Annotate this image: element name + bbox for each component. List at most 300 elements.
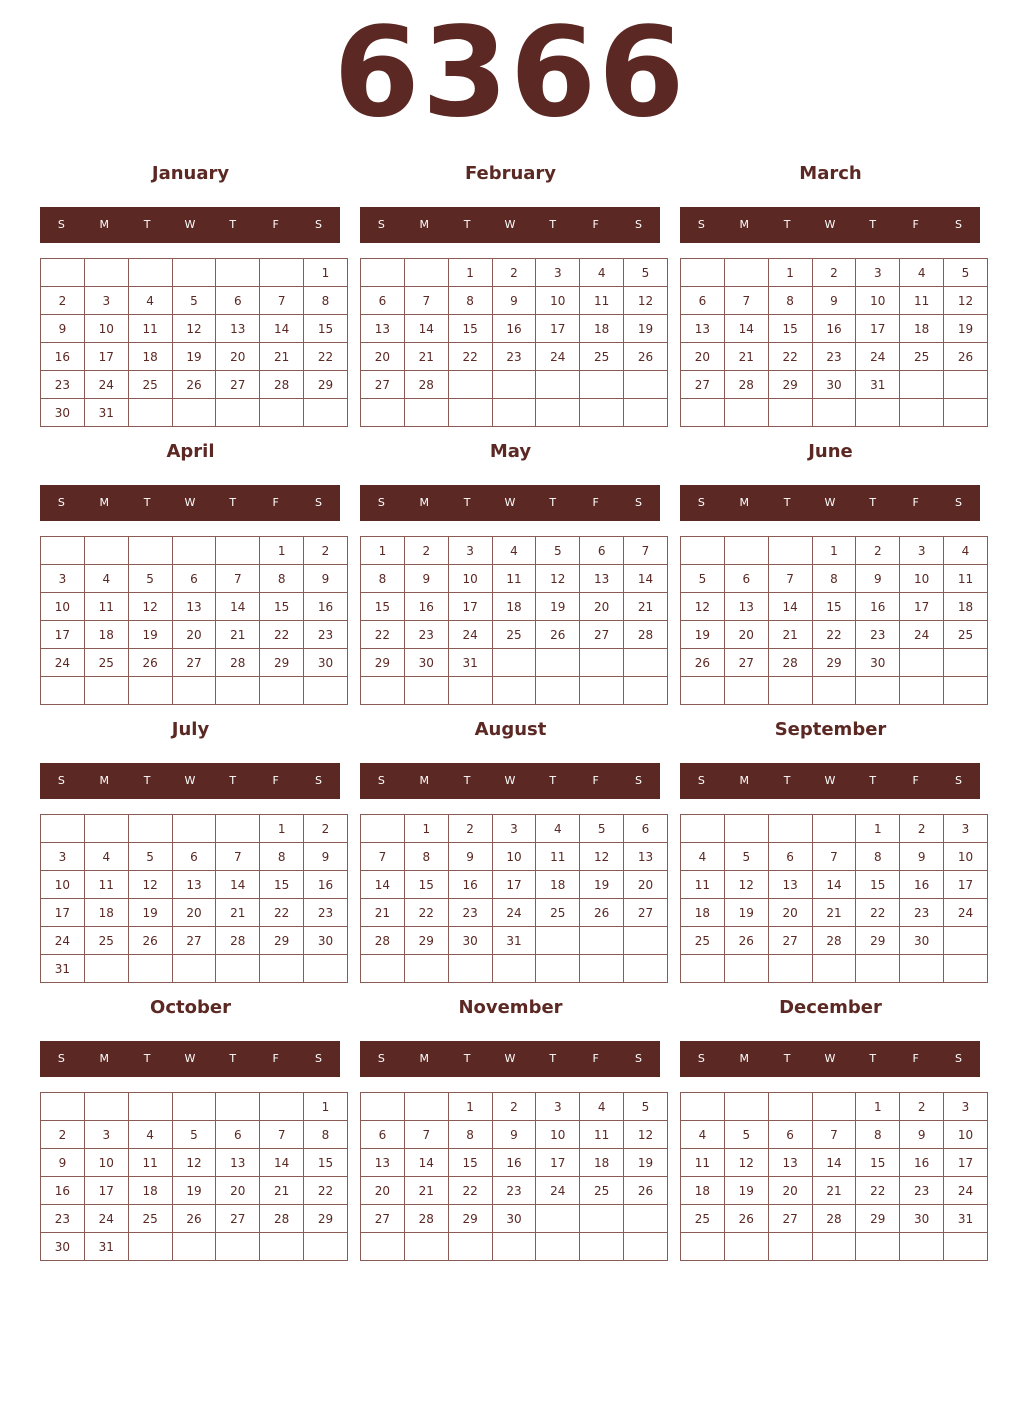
weekday-label: W [824,1052,836,1065]
day-cell [681,815,725,843]
day-cell [856,399,900,427]
day-cell: 9 [812,287,856,315]
day-cell: 9 [856,565,900,593]
day-cell: 19 [624,315,668,343]
weekday-label: S [634,496,642,509]
day-cell: 3 [41,565,85,593]
day-cell: 14 [260,315,304,343]
day-cell: 26 [128,927,172,955]
day-cell: 23 [900,899,944,927]
weekday-label: M [739,774,750,787]
day-cell: 22 [448,343,492,371]
day-cell: 10 [944,843,988,871]
day-cell: 21 [768,621,812,649]
day-cell: 7 [404,1121,448,1149]
day-cell: 4 [128,1121,172,1149]
weekday-label: T [229,218,237,231]
weekday-label: S [634,774,642,787]
weekday-label: M [739,1052,750,1065]
day-cell: 4 [84,843,128,871]
day-cell: 2 [856,537,900,565]
day-cell: 6 [172,843,216,871]
day-cell: 6 [216,287,260,315]
day-cell: 15 [856,1149,900,1177]
day-cell: 12 [681,593,725,621]
day-cell [536,371,580,399]
day-cell [812,955,856,983]
day-cell: 26 [724,927,768,955]
day-cell: 29 [260,927,304,955]
day-cell: 10 [41,593,85,621]
week-row [681,955,988,983]
day-cell: 25 [681,927,725,955]
day-cell: 9 [41,1149,85,1177]
day-cell [404,1233,448,1261]
day-cell: 7 [216,843,260,871]
day-cell: 29 [812,649,856,677]
day-cell: 21 [260,343,304,371]
day-cell: 2 [304,815,348,843]
weekday-label: S [954,496,962,509]
day-cell: 31 [84,399,128,427]
day-cell [724,955,768,983]
day-cell [768,1233,812,1261]
week-row [41,593,348,621]
day-cell: 13 [172,593,216,621]
weekday-label: S [314,1052,322,1065]
day-cell: 26 [580,899,624,927]
day-cell: 13 [361,1149,405,1177]
weekday-label: S [57,1052,65,1065]
week-row [41,399,348,427]
weekday-label: F [592,1052,599,1065]
day-cell: 18 [84,621,128,649]
day-cell: 13 [768,1149,812,1177]
day-cell: 24 [84,1205,128,1233]
day-cell: 11 [128,315,172,343]
weekday-label: T [783,496,791,509]
day-cell: 2 [492,1093,536,1121]
day-cell: 3 [944,1093,988,1121]
week-row [681,537,988,565]
weekday-label: F [272,218,279,231]
day-cell: 24 [84,371,128,399]
day-cell: 14 [768,593,812,621]
day-cell [260,259,304,287]
weekday-label: T [783,774,791,787]
day-cell [128,677,172,705]
day-cell: 3 [536,1093,580,1121]
day-cell [361,259,405,287]
day-cell [216,815,260,843]
weekday-label: S [634,1052,642,1065]
day-cell [900,371,944,399]
day-cell [304,1233,348,1261]
day-cell [724,259,768,287]
day-cell: 11 [900,287,944,315]
day-cell: 20 [768,1177,812,1205]
day-cell [624,1233,668,1261]
day-cell: 28 [624,621,668,649]
day-cell: 8 [304,1121,348,1149]
day-cell: 8 [304,287,348,315]
day-cell: 2 [492,259,536,287]
day-cell [404,677,448,705]
day-cell: 19 [172,343,216,371]
day-cell: 2 [900,1093,944,1121]
day-cell: 16 [448,871,492,899]
day-cell: 3 [492,815,536,843]
day-cell [812,399,856,427]
day-cell: 25 [128,371,172,399]
day-cell: 1 [361,537,405,565]
week-row [681,399,988,427]
day-cell: 11 [681,871,725,899]
weekday-label: S [377,774,385,787]
day-cell [492,399,536,427]
weekday-label: S [314,496,322,509]
day-cell: 21 [812,1177,856,1205]
weekday-label: W [504,774,516,787]
day-cell [492,677,536,705]
day-cell: 5 [580,815,624,843]
day-cell [172,399,216,427]
week-row [361,1149,668,1177]
week-row [361,927,668,955]
day-cell: 25 [681,1205,725,1233]
day-cell: 6 [768,1121,812,1149]
day-cell: 4 [128,287,172,315]
day-cell [41,537,85,565]
day-cell: 21 [624,593,668,621]
day-cell: 9 [404,565,448,593]
day-cell: 24 [41,649,85,677]
day-grid [680,1092,988,1261]
day-cell: 27 [580,621,624,649]
day-cell: 19 [128,899,172,927]
day-cell: 22 [768,343,812,371]
day-cell: 4 [681,843,725,871]
week-row [681,259,988,287]
week-row [41,343,348,371]
day-cell [580,399,624,427]
weekday-label: F [592,774,599,787]
day-cell: 3 [448,537,492,565]
day-cell [681,399,725,427]
weekday-header [40,1041,340,1077]
day-cell: 27 [681,371,725,399]
day-cell [768,399,812,427]
week-row [681,649,988,677]
day-cell [681,537,725,565]
day-cell: 5 [128,843,172,871]
day-cell [172,259,216,287]
day-cell: 3 [900,537,944,565]
day-cell: 29 [856,927,900,955]
day-cell: 8 [260,843,304,871]
day-cell: 23 [492,1177,536,1205]
day-cell: 12 [128,871,172,899]
day-cell: 16 [404,593,448,621]
month-title: November [458,997,563,1018]
weekday-label: T [463,496,471,509]
month-title: August [474,719,547,740]
day-cell [361,1093,405,1121]
weekday-label: W [184,496,196,509]
day-cell: 21 [724,343,768,371]
weekday-label: S [377,496,385,509]
day-cell: 19 [724,1177,768,1205]
week-row [361,565,668,593]
day-cell: 19 [172,1177,216,1205]
day-cell: 2 [448,815,492,843]
day-cell: 20 [216,1177,260,1205]
day-cell: 15 [812,593,856,621]
day-cell: 10 [944,1121,988,1149]
week-row [681,843,988,871]
day-cell [84,537,128,565]
day-cell: 19 [724,899,768,927]
day-cell [812,677,856,705]
day-cell: 20 [172,899,216,927]
week-row [361,815,668,843]
day-cell [361,1233,405,1261]
day-cell: 29 [768,371,812,399]
day-cell [624,927,668,955]
month-title: May [489,441,532,462]
day-cell: 14 [624,565,668,593]
day-cell: 17 [448,593,492,621]
day-cell: 26 [128,649,172,677]
day-cell: 3 [84,287,128,315]
day-cell [448,677,492,705]
day-cell: 15 [448,1149,492,1177]
day-cell [216,677,260,705]
day-cell [172,1093,216,1121]
day-cell [84,955,128,983]
day-cell: 28 [216,927,260,955]
day-cell: 11 [536,843,580,871]
weekday-label: M [99,1052,110,1065]
day-cell [448,955,492,983]
day-cell: 23 [900,1177,944,1205]
day-cell: 1 [768,259,812,287]
weekday-header [40,763,340,799]
week-row [361,1205,668,1233]
weekday-header [360,485,660,521]
day-cell: 12 [624,287,668,315]
day-cell: 22 [856,1177,900,1205]
day-cell: 23 [404,621,448,649]
day-cell [260,677,304,705]
day-cell: 13 [216,315,260,343]
day-cell: 12 [536,565,580,593]
year-title: 6366 [333,1,687,145]
day-cell: 24 [944,899,988,927]
day-grid [680,536,988,705]
day-cell [812,1233,856,1261]
day-cell [624,1205,668,1233]
day-cell: 28 [216,649,260,677]
day-cell: 27 [172,927,216,955]
day-cell [580,955,624,983]
day-cell: 17 [944,871,988,899]
day-cell: 3 [84,1121,128,1149]
day-cell: 4 [84,565,128,593]
day-cell: 23 [448,899,492,927]
day-cell: 8 [856,843,900,871]
week-row [361,399,668,427]
day-cell: 7 [624,537,668,565]
day-cell: 6 [681,287,725,315]
day-cell: 1 [812,537,856,565]
day-cell: 6 [768,843,812,871]
day-cell: 2 [900,815,944,843]
day-cell: 15 [304,315,348,343]
day-cell: 4 [944,537,988,565]
weekday-label: T [549,218,557,231]
day-cell [492,649,536,677]
weekday-header [40,485,340,521]
day-cell: 17 [536,1149,580,1177]
day-cell: 23 [812,343,856,371]
day-cell [856,955,900,983]
week-row [41,899,348,927]
day-cell [172,1233,216,1261]
day-cell: 30 [448,927,492,955]
weekday-label: T [143,774,151,787]
day-cell: 18 [944,593,988,621]
day-cell: 14 [216,593,260,621]
day-cell: 16 [492,1149,536,1177]
day-cell: 21 [404,1177,448,1205]
week-row [41,871,348,899]
day-cell [900,677,944,705]
day-cell: 31 [856,371,900,399]
day-cell: 27 [361,371,405,399]
day-cell: 13 [681,315,725,343]
day-cell: 2 [304,537,348,565]
day-cell [624,955,668,983]
day-cell [944,399,988,427]
weekday-label: T [549,496,557,509]
day-cell: 2 [41,287,85,315]
day-cell [172,677,216,705]
day-cell: 14 [724,315,768,343]
day-cell: 11 [580,1121,624,1149]
day-cell: 24 [856,343,900,371]
day-cell: 17 [492,871,536,899]
day-cell: 9 [900,843,944,871]
day-cell: 27 [768,1205,812,1233]
day-cell: 20 [216,343,260,371]
day-cell [404,955,448,983]
day-cell: 21 [361,899,405,927]
day-cell: 6 [624,815,668,843]
day-grid [680,258,988,427]
day-cell: 6 [361,287,405,315]
weekday-label: F [272,496,279,509]
day-cell: 19 [944,315,988,343]
day-cell: 26 [624,1177,668,1205]
week-row [361,371,668,399]
week-row [681,343,988,371]
day-cell: 27 [216,1205,260,1233]
week-row [41,1093,348,1121]
day-cell [580,1205,624,1233]
week-row [41,259,348,287]
day-cell: 30 [492,1205,536,1233]
day-cell: 13 [624,843,668,871]
weekday-label: F [912,774,919,787]
day-cell: 17 [41,621,85,649]
day-cell [361,815,405,843]
day-cell: 9 [304,843,348,871]
weekday-label: S [954,774,962,787]
day-cell: 16 [304,593,348,621]
day-cell [448,399,492,427]
day-cell: 3 [856,259,900,287]
day-cell: 18 [681,1177,725,1205]
day-cell: 9 [448,843,492,871]
weekday-label: T [869,1052,877,1065]
day-cell: 22 [812,621,856,649]
weekday-label: T [869,218,877,231]
day-cell: 27 [624,899,668,927]
day-cell: 30 [304,649,348,677]
day-cell: 20 [624,871,668,899]
day-cell: 12 [724,871,768,899]
day-cell: 5 [624,259,668,287]
day-cell: 16 [492,315,536,343]
day-cell: 1 [304,259,348,287]
day-grid [360,814,668,983]
day-cell: 7 [260,1121,304,1149]
day-cell: 5 [128,565,172,593]
weekday-label: W [824,774,836,787]
day-cell [128,815,172,843]
day-cell [768,1093,812,1121]
day-cell: 8 [448,1121,492,1149]
day-cell: 7 [812,843,856,871]
day-cell [448,371,492,399]
day-cell: 23 [41,371,85,399]
day-cell: 16 [900,1149,944,1177]
day-cell: 26 [681,649,725,677]
day-cell [536,649,580,677]
month-title: December [779,997,882,1018]
day-cell: 16 [304,871,348,899]
day-grid [360,258,668,427]
weekday-label: F [912,218,919,231]
day-cell [172,815,216,843]
day-cell [536,677,580,705]
day-cell: 14 [812,1149,856,1177]
weekday-label: M [99,496,110,509]
day-cell: 21 [216,621,260,649]
week-row [41,565,348,593]
week-row [41,1149,348,1177]
weekday-label: M [419,496,430,509]
day-cell: 18 [84,899,128,927]
day-cell: 31 [448,649,492,677]
weekday-label: M [739,218,750,231]
weekday-label: S [697,496,705,509]
day-cell [41,815,85,843]
day-cell: 15 [768,315,812,343]
day-cell [724,677,768,705]
day-cell: 23 [856,621,900,649]
